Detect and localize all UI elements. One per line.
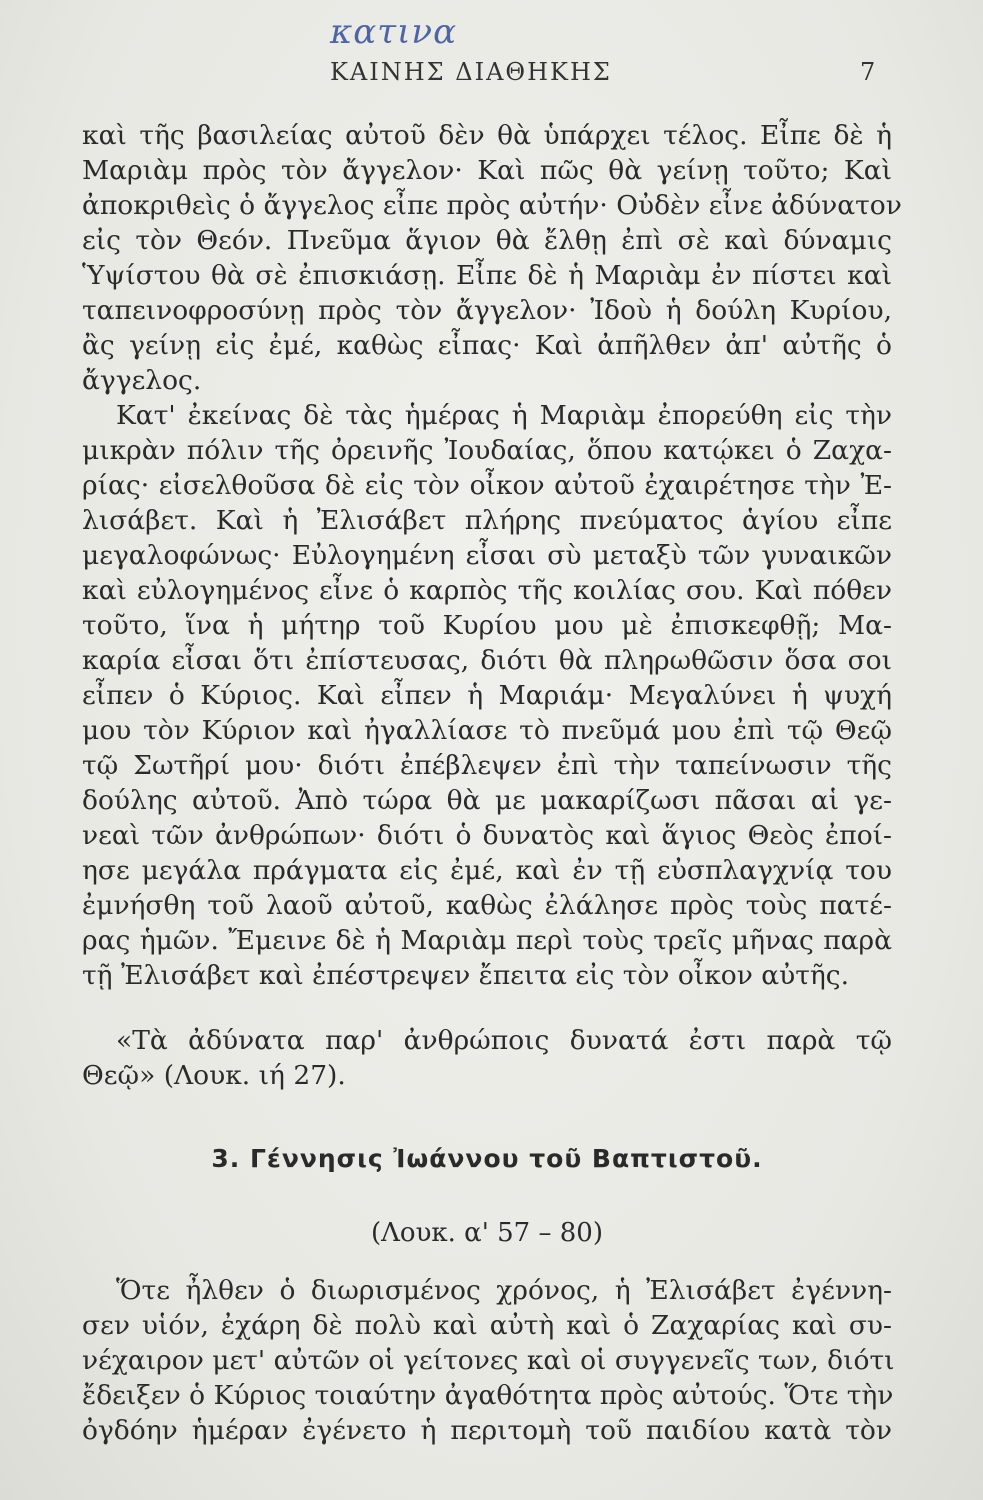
handwritten-annotation: κατινα [330,12,458,52]
text-line: Κατ' ἐκείνας δὲ τὰς ἡμέρας ἡ Μαριὰμ ἐπορεύθη εἰς τὴν [116,400,892,431]
section-heading: 3. Γέννησις Ἰωάννου τοῦ Βαπτιστοῦ. [211,1144,763,1173]
text-line: ἀποκριθεὶς ὁ ἄγγελος εἶπε πρὸς αὐτήν· Οὐδὲν εἶνε ἀδύνατον [82,190,902,221]
text-line: Ὅτε ἦλθεν ὁ διωρισμένος χρόνος, ἡ Ἐλισάβετ ἐγέννη- [116,1275,892,1306]
section-reference: (Λουκ. α' 57 – 80) [371,1218,603,1248]
text-line: ὀγδόην ἡμέραν ἐγένετο ἡ περιτομὴ τοῦ παιδίου κατὰ τὸν [82,1415,892,1446]
text-line: ησε μεγάλα πράγματα εἰς ἐμέ, καὶ ἐν τῇ εὐσπλαγχνίᾳ του [82,855,892,886]
text-line: ἄγγελος. [82,365,202,396]
text-line: «Τὰ ἀδύνατα παρ' ἀνθρώποις δυνατά ἐστι παρὰ τῷ [116,1025,892,1056]
text-line: εἶπεν ὁ Κύριος. Καὶ εἶπεν ἡ Μαριάμ· Μεγαλύνει ἡ ψυχή [82,680,892,711]
text-line: εἰς τὸν Θεόν. Πνεῦμα ἅγιον θὰ ἔλθῃ ἐπὶ σὲ καὶ δύναμις [82,225,892,256]
text-line: ἂς γείνῃ εἰς ἐμέ, καθὼς εἶπας· Καὶ ἀπῆλθεν ἀπ' αὐτῆς ὁ [82,330,892,361]
text-line: δούλης αὐτοῦ. Ἀπὸ τώρα θὰ με μακαρίζωσι πᾶσαι αἱ γε- [82,785,892,816]
text-line: μου τὸν Κύριον καὶ ἠγαλλίασε τὸ πνεῦμά μου ἐπὶ τῷ Θεῷ [82,715,892,746]
text-line: τῷ Σωτῆρί μου· διότι ἐπέβλεψεν ἐπὶ τὴν ταπείνωσιν τῆς [82,750,892,781]
text-line: ἐμνήσθη τοῦ λαοῦ αὐτοῦ, καθὼς ἐλάλησε πρὸς τοὺς πατέ- [82,890,892,921]
running-header [0,58,983,98]
text-line: τῇ Ἐλισάβετ καὶ ἐπέστρεψεν ἔπειτα εἰς τὸν οἶκον αὐτῆς. [82,960,850,991]
text-line: ρίας· εἰσελθοῦσα δὲ εἰς τὸν οἶκον αὐτοῦ ἐχαιρέτησε τὴν Ἐ- [82,470,892,501]
running-title: ΚΑΙΝΗΣ ΔΙΑΘΗΚΗΣ [330,58,612,86]
text-line: καὶ τῆς βασιλείας αὐτοῦ δὲν θὰ ὑπάρχει τέλος. Εἶπε δὲ ἡ [82,120,892,151]
text-line: μικρὰν πόλιν τῆς ὀρεινῆς Ἰουδαίας, ὅπου κατῴκει ὁ Ζαχα- [82,435,892,466]
text-line: ἔδειξεν ὁ Κύριος τοιαύτην ἀγαθότητα πρὸς αὐτούς. Ὅτε τὴν [82,1380,894,1411]
text-line: λισάβετ. Καὶ ἡ Ἐλισάβετ πλήρης πνεύματος ἁγίου εἶπε [82,505,892,536]
text-line: νέχαιρον μετ' αὐτῶν οἱ γείτονες καὶ οἱ συγγενεῖς των, διότι [82,1345,895,1376]
paragraph-3 [82,1273,895,1448]
text-line: Μαριὰμ πρὸς τὸν ἄγγελον· Καὶ πῶς θὰ γείνῃ τοῦτο; Καὶ [82,155,892,186]
text-line: μεγαλοφώνως· Εὐλογημένη εἶσαι σὺ μεταξὺ τῶν γυναικῶν [82,540,892,571]
text-line: καρία εἶσαι ὅτι ἐπίστευσας, διότι θὰ πληρωθῶσιν ὅσα σοι [82,645,892,676]
paragraph-1 [82,118,902,398]
page-number: 7 [860,58,876,86]
text-line: τοῦτο, ἵνα ἡ μήτηρ τοῦ Κυρίου μου μὲ ἐπισκεφθῇ; Μα- [82,610,892,641]
text-line: καὶ εὐλογημένος εἶνε ὁ καρπὸς τῆς κοιλίας σου. Καὶ πόθεν [82,575,892,606]
text-line: Θεῷ» (Λουκ. ιή 27). [82,1060,346,1091]
text-line: ρας ἡμῶν. Ἔμεινε δὲ ἡ Μαριὰμ περὶ τοὺς τρεῖς μῆνας παρὰ [82,925,892,956]
body-text [82,118,902,1448]
text-line: ταπεινοφροσύνῃ πρὸς τὸν ἄγγελον· Ἰδοὺ ἡ δούλη Κυρίου, [82,295,892,326]
text-line: Ὑψίστου θὰ σὲ ἐπισκιάσῃ. Εἶπε δὲ ἡ Μαριὰμ ἐν πίστει καὶ [82,260,892,291]
text-line: σεν υἱόν, ἐχάρη δὲ πολὺ καὶ αὐτὴ καὶ ὁ Ζαχαρίας καὶ συ- [82,1310,892,1341]
scripture-quote [82,1023,892,1093]
text-line: νεαὶ τῶν ἀνθρώπων· διότι ὁ δυνατὸς καὶ ἅγιος Θεὸς ἐποί- [82,820,892,851]
paragraph-2 [82,398,892,993]
